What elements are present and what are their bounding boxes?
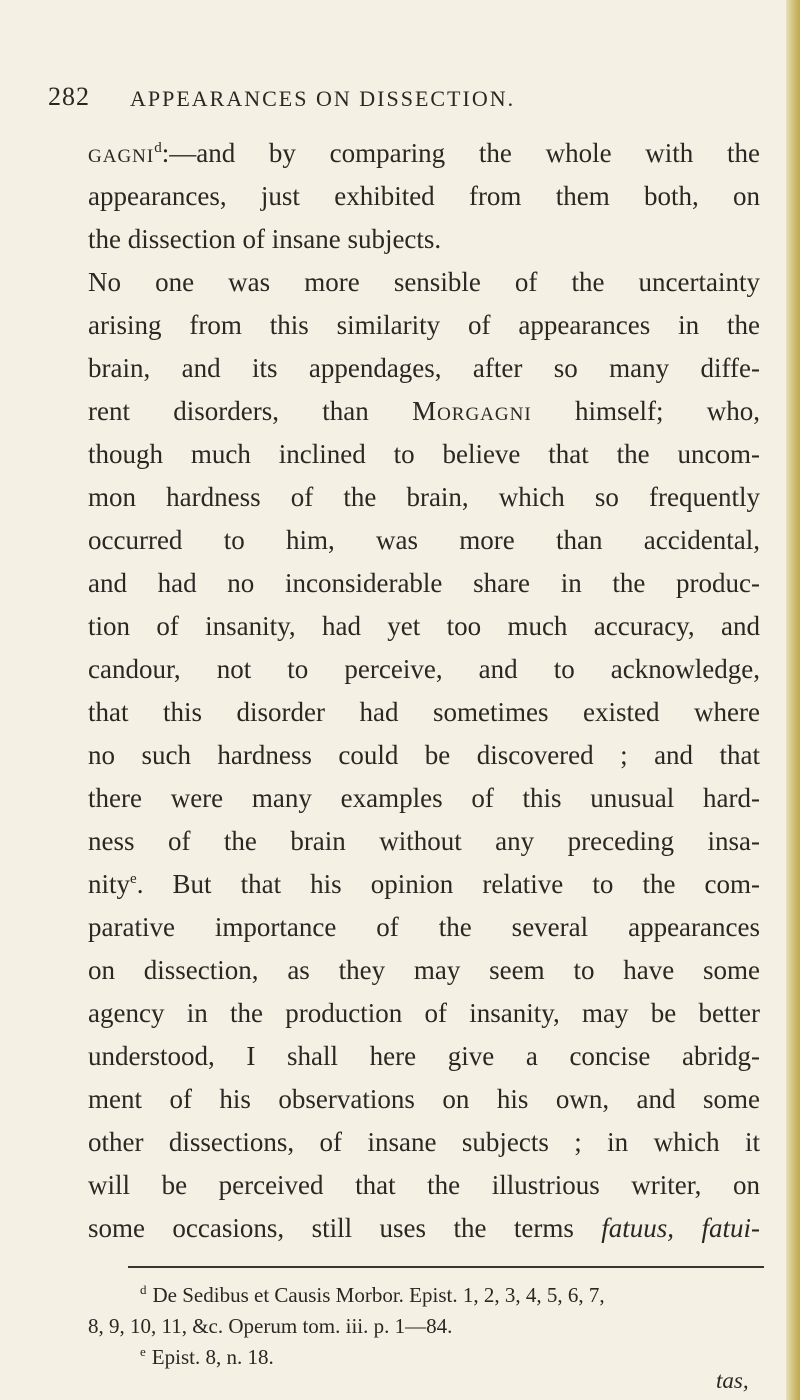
latin-terms: fatuus, fatui- [601, 1213, 760, 1243]
text-segment: nity [88, 869, 131, 899]
text-line: brain, and its appendages, after so many diffe- [88, 353, 760, 383]
text-line: and had no inconsiderable share in the produc- [88, 568, 760, 598]
catchword: tas, [716, 1368, 749, 1393]
footnote-e [88, 1342, 760, 1373]
footnote-d [88, 1280, 760, 1311]
footnote-text: Epist. 8, n. 18. [151, 1345, 274, 1369]
footnote-divider [128, 1266, 764, 1268]
text-line: mon hardness of the brain, which so frequently [88, 482, 760, 512]
text-segment: rent disorders, than [88, 396, 369, 426]
text-line: appearances, just exhibited from them both, on [88, 181, 760, 211]
text-line: ness of the brain without any preceding insa- [88, 826, 760, 856]
text-segment: . But that his opinion relative to the com- [136, 869, 760, 899]
text-line: no such hardness could be discovered ; and that [88, 740, 760, 770]
footnote-mark: e [140, 1344, 146, 1359]
text-line: understood, I shall here give a concise abridg- [88, 1041, 760, 1071]
page-number: 282 [48, 82, 90, 111]
footnotes [88, 1280, 760, 1373]
footnote-ref-d: d [154, 140, 162, 156]
text-line [88, 132, 760, 175]
name-smallcaps: gagni [88, 138, 155, 168]
name-smallcaps: Morgagni [412, 396, 532, 426]
footnote-d-continued: 8, 9, 10, 11, &c. Operum tom. iii. p. 1—84. [88, 1314, 453, 1338]
text-line [88, 863, 760, 906]
text-line: ment of his observations on his own, and some [88, 1084, 760, 1114]
footnote-mark: d [140, 1282, 147, 1297]
text-line: the dissection of insane subjects. [88, 224, 442, 254]
text-line: parative importance of the several appearances [88, 912, 760, 942]
text-line: though much inclined to believe that the uncom- [88, 439, 760, 469]
running-head: APPEARANCES ON DISSECTION. [130, 86, 516, 111]
text-line: on dissection, as they may seem to have some [88, 955, 760, 985]
page-edge [786, 0, 800, 1400]
text-segment: himself; who, [574, 396, 761, 426]
text-segment: :—and by comparing the whole with the [161, 138, 760, 168]
text-line: will be perceived that the illustrious writer, on [88, 1170, 760, 1200]
text-line [88, 1207, 760, 1250]
text-line: candour, not to perceive, and to acknowledge, [88, 654, 760, 684]
footnote-text: De Sedibus et Causis Morbor. Epist. 1, 2, 3, 4, 5, 6, 7, [152, 1283, 605, 1307]
body-text [88, 132, 760, 1250]
text-line: tion of insanity, had yet too much accuracy, and [88, 611, 760, 641]
text-line: there were many examples of this unusual hard- [88, 783, 760, 813]
text-line: arising from this similarity of appearances in the [88, 310, 760, 340]
footnote-ref-e: e [130, 871, 137, 887]
text-line: that this disorder had sometimes existed where [88, 697, 760, 727]
text-line: other dissections, of insane subjects ; in which it [88, 1127, 760, 1157]
text-line: agency in the production of insanity, may be better [88, 998, 760, 1028]
text-line: No one was more sensible of the uncertainty [88, 267, 760, 297]
text-segment: some occasions, still uses the terms [88, 1213, 574, 1243]
text-line: occurred to him, was more than accidental, [88, 525, 760, 555]
text-line [88, 390, 760, 433]
